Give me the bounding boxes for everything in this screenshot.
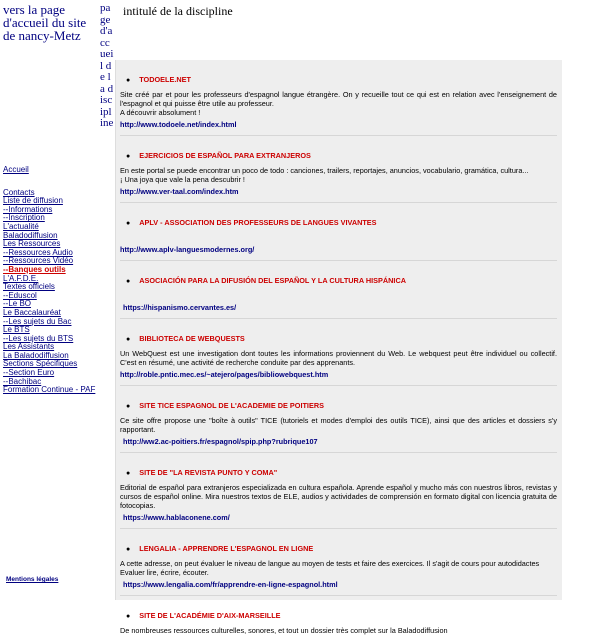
sidebar-item[interactable]: --Inscription bbox=[3, 213, 45, 223]
bullet-icon: ● bbox=[126, 613, 131, 620]
sidebar-item[interactable]: Le BTS bbox=[3, 325, 30, 335]
resource-description: De nombreuses ressources culturelles, sonores, et tout un dossier très complet sur la Baladodiffusion bbox=[120, 626, 448, 635]
resource-title bbox=[120, 261, 557, 291]
resource-title bbox=[120, 453, 557, 483]
sidebar-item[interactable]: Baladodiffusion bbox=[3, 230, 58, 240]
discipline-title: intitulé de la discipline bbox=[123, 4, 233, 18]
academy-home-link[interactable]: vers la page d'accueil du site de nancy-Metz bbox=[3, 2, 87, 43]
resource-title bbox=[120, 136, 557, 166]
resource-link[interactable]: http://www.ver-taal.com/index.htm bbox=[120, 184, 557, 203]
sidebar-item[interactable]: Textes officiels bbox=[3, 282, 55, 292]
bullet-icon: ● bbox=[126, 546, 131, 553]
resource-description: En este portal se puede encontrar un poco de todo : canciones, trailers, reportajes, anuncios, vocabulario, gramática, cultura... ¡ Una joya que vale la pena descubrir ! bbox=[120, 166, 529, 184]
sidebar-item[interactable]: --Eduscol bbox=[3, 290, 37, 300]
resource-title-text: SITE DE L'ACADÉMIE D'AIX-MARSEILLE bbox=[139, 611, 281, 620]
sidebar-item[interactable]: La Baladodiffusion bbox=[3, 350, 69, 360]
sidebar-item[interactable]: Accueil bbox=[3, 165, 29, 174]
sidebar-item[interactable]: --Ressources Audio bbox=[3, 247, 73, 257]
resource-title-text: LENGALIA - APPRENDRE L'ESPAGNOL EN LIGNE bbox=[139, 544, 314, 553]
sidebar-nav bbox=[3, 166, 115, 395]
resource-description: A cette adresse, on peut évaluer le niveau de langue au moyen de tests et faire des exercices. Il s'agit de cours pour autodidactes Evaluer lire, écrire, écouter. bbox=[120, 559, 540, 577]
bullet-icon: ● bbox=[126, 77, 131, 84]
resource-title bbox=[120, 386, 557, 416]
resource-link[interactable]: https://hispanismo.cervantes.es/ bbox=[120, 291, 557, 319]
resource-title bbox=[120, 596, 557, 626]
bullet-icon: ● bbox=[126, 336, 131, 343]
resource-description: Ce site offre propose une "boîte à outils" TICE (tutoriels et modes d'emploi des outils TICE), ainsi que des articles et dossiers s'y rapportant. bbox=[120, 416, 557, 434]
bullet-icon: ● bbox=[126, 403, 131, 410]
resource-entry bbox=[116, 136, 562, 203]
sidebar-item[interactable]: --Banques outils bbox=[3, 264, 66, 274]
resource-description: Site créé par et pour les professeurs d'espagnol langue étrangère. On y recueille tout ce qui est en relation avec l'enseignement de l'espagnol et qui puisse être utile au professeur. A découvrir absolument ! bbox=[120, 90, 557, 117]
resource-title-text: SITE TICE ESPAGNOL DE L'ACADEMIE DE POITIERS bbox=[139, 401, 324, 410]
resource-link[interactable]: https://www.lengalia.com/fr/apprendre-en-ligne-espagnol.html bbox=[120, 577, 557, 596]
sidebar-item[interactable]: --Les sujets du BTS bbox=[3, 333, 74, 343]
sidebar-item[interactable]: Liste de diffusion bbox=[3, 196, 63, 206]
bullet-icon: ● bbox=[126, 470, 131, 477]
resource-description: Editorial de español para extranjeros especializada en cultura española. Aprende español y mucho más con nuestros libros, revistas y cursos de español online. Mira nuestros textos de ELE, audios y actividades de comprensión en formato digital con licencia gratuita de fotocopias. bbox=[120, 483, 557, 510]
sidebar-item[interactable]: --Bachibac bbox=[3, 376, 42, 386]
sidebar-item[interactable]: L'actualité bbox=[3, 221, 39, 231]
resource-title bbox=[120, 319, 557, 349]
sidebar-item[interactable]: Les Ressources bbox=[3, 239, 61, 249]
sidebar-item[interactable]: --Le BO bbox=[3, 299, 32, 309]
resource-description: Un WebQuest est une investigation dont toutes les informations proviennent du Web. Le webquest peut être individuel ou collectif. C'est en résumé, une activité de recherche conduite par des apprenants. bbox=[120, 349, 557, 367]
resource-entry bbox=[116, 596, 562, 635]
resource-title-text: ASOCIACIÓN PARA LA DIFUSIÓN DEL ESPAÑOL Y LA CULTURA HISPÁNICA bbox=[139, 276, 406, 285]
resource-entry bbox=[116, 386, 562, 453]
resource-title-text: SITE DE "LA REVISTA PUNTO Y COMA" bbox=[139, 468, 278, 477]
resource-title-text: APLV - ASSOCIATION DES PROFESSEURS DE LANGUES VIVANTES bbox=[139, 218, 377, 227]
bullet-icon: ● bbox=[126, 153, 131, 160]
resource-link[interactable]: http://www.aplv-languesmodernes.org/ bbox=[120, 233, 557, 261]
sidebar-item[interactable]: --Les sujets du Bac bbox=[3, 316, 72, 326]
resource-entry bbox=[116, 261, 562, 319]
discipline-home-link[interactable]: page d'accueil de la discipline bbox=[100, 2, 114, 129]
sidebar-item[interactable]: --Section Euro bbox=[3, 368, 55, 378]
bullet-icon: ● bbox=[126, 220, 131, 227]
resource-link[interactable]: http://ww2.ac-poitiers.fr/espagnol/spip.php?rubrique107 bbox=[120, 434, 557, 453]
bullet-icon: ● bbox=[126, 278, 131, 285]
resource-title-text: EJERCICIOS DE ESPAÑOL PARA EXTRANJEROS bbox=[139, 151, 311, 160]
resource-entry bbox=[116, 203, 562, 261]
sidebar-item[interactable]: --Informations bbox=[3, 204, 53, 214]
sidebar-item[interactable]: Sections Spécifiques bbox=[3, 359, 78, 369]
resource-title-text: BIBLIOTECA DE WEBQUESTS bbox=[139, 334, 245, 343]
sidebar-item[interactable]: Les Assistants bbox=[3, 342, 55, 352]
resource-link[interactable]: http://www.todoele.net/index.html bbox=[120, 117, 557, 136]
sidebar-item[interactable]: Contacts bbox=[3, 187, 35, 197]
sidebar-item[interactable]: Formation Continue - PAF bbox=[3, 385, 96, 395]
resource-entry bbox=[116, 319, 562, 386]
resource-title bbox=[120, 60, 557, 90]
resource-link[interactable]: https://www.hablaconene.com/ bbox=[120, 510, 557, 529]
resource-title-text: TODOELE.NET bbox=[139, 75, 191, 84]
resource-title bbox=[120, 203, 557, 233]
resource-entry bbox=[116, 529, 562, 596]
sidebar-item[interactable]: Le Baccalauréat bbox=[3, 307, 61, 317]
sidebar-item[interactable]: L'A.F.D.E. bbox=[3, 273, 39, 283]
sidebar-item[interactable]: --Ressources Vidéo bbox=[3, 256, 74, 266]
resource-entry bbox=[116, 60, 562, 136]
resource-entry bbox=[116, 453, 562, 529]
legal-notice-link[interactable]: Mentions légales bbox=[6, 576, 59, 583]
resource-link[interactable]: http://roble.pntic.mec.es/~atejero/pages/bibliowebquest.htm bbox=[120, 367, 557, 386]
resource-title bbox=[120, 529, 557, 559]
resource-list bbox=[115, 60, 562, 635]
